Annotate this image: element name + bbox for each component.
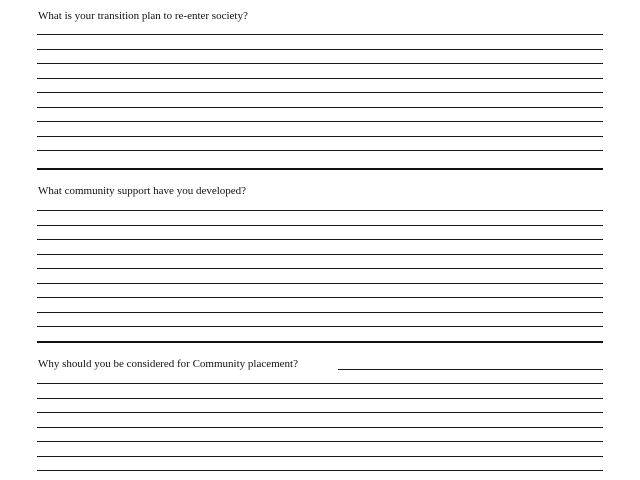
answer-line[interactable] [37, 398, 603, 399]
answer-line[interactable] [37, 121, 603, 122]
answer-line[interactable] [37, 49, 603, 50]
answer-line[interactable] [37, 412, 603, 413]
answer-line[interactable] [37, 283, 603, 284]
question-community-support: What community support have you developed? [38, 185, 247, 197]
section-divider [37, 168, 603, 170]
answer-line[interactable] [37, 34, 603, 35]
answer-line[interactable] [37, 239, 603, 240]
answer-line-inline[interactable] [338, 369, 603, 370]
answer-line[interactable] [37, 456, 603, 457]
section-divider [37, 341, 603, 343]
question-community-placement: Why should you be considered for Community placement? [38, 358, 298, 370]
answer-line[interactable] [37, 136, 603, 137]
answer-line[interactable] [37, 150, 603, 151]
answer-line[interactable] [37, 441, 603, 442]
answer-line[interactable] [37, 63, 603, 64]
answer-line[interactable] [37, 297, 603, 298]
answer-line[interactable] [37, 254, 603, 255]
answer-line[interactable] [37, 470, 603, 471]
answer-line[interactable] [37, 427, 603, 428]
answer-line[interactable] [37, 268, 603, 269]
answer-line[interactable] [37, 78, 603, 79]
answer-line[interactable] [37, 92, 603, 93]
answer-line[interactable] [37, 326, 603, 327]
question-transition-plan: What is your transition plan to re-enter society? [38, 10, 248, 22]
answer-line[interactable] [37, 383, 603, 384]
answer-line[interactable] [37, 107, 603, 108]
answer-line[interactable] [37, 312, 603, 313]
answer-line[interactable] [37, 210, 603, 211]
answer-line[interactable] [37, 225, 603, 226]
